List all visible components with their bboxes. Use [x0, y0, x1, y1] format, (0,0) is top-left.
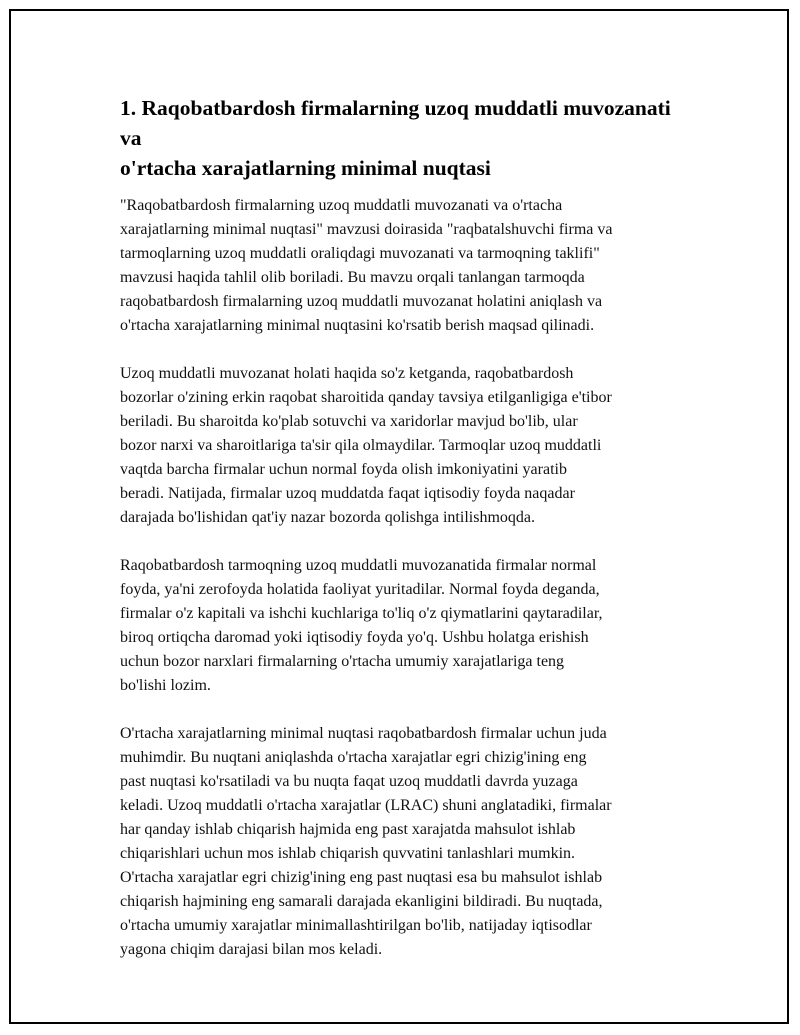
- paragraph-2: Uzoq muddatli muvozanat holati haqida so'z ketganda, raqobatbardosh bozorlar o'zining erkin raqobat sharoitida qanday tavsiya etilganligiga e'tibor beriladi. Bu sharoitda ko'plab sotuvchi va xaridorlar mavjud bo'lib, ular bozor narxi va sharoitlariga ta'sir qila olmaydilar. Tarmoqlar uzoq muddatli vaqtda barcha firmalar uchun normal foyda olish imkoniyatini yaratib beradi. Natijada, firmalar uzoq muddatda faqat iqtisodiy foyda naqadar darajada bo'lishidan qat'iy nazar bozorda qolishga intilishmoqda.: [120, 365, 612, 526]
- document-body: [120, 93, 695, 986]
- paragraph-1: "Raqobatbardosh firmalarning uzoq muddatli muvozanati va o'rtacha xarajatlarning minimal nuqtasi" mavzusi doirasida "raqbatalshuvchi firma va tarmoqlarning uzoq muddatli oraliqdagi muvozanati va tarmoqning taklifi" mavzusi haqida tahlil olib boriladi. Bu mavzu orqali tanlangan tarmoqda raqobatbardosh firmalarning uzoq muddatli muvozanat holatini aniqlash va o'rtacha xarajatlarning minimal nuqtasini ko'rsatib berish maqsad qilinadi.: [120, 197, 613, 334]
- paragraph-3: Raqobatbardosh tarmoqning uzoq muddatli muvozanatida firmalar normal foyda, ya'ni zerofoyda holatida faoliyat yuritadilar. Normal foyda deganda, firmalar o'z kapitali va ishchi kuchlariga to'liq o'z qiymatlarini qaytaradilar, biroq ortiqcha daromad yoki iqtisodiy foyda yo'q. Ushbu holatga erishish uchun bozor narxlari firmalarning o'rtacha umumiy xarajatlariga teng bo'lishi lozim.: [120, 557, 603, 694]
- page-frame: [9, 9, 789, 1024]
- paragraph-4: O'rtacha xarajatlarning minimal nuqtasi raqobatbardosh firmalar uchun juda muhimdir. Bu nuqtani aniqlashda o'rtacha xarajatlar egri chizig'ining eng past nuqtasi ko'rsatiladi va bu nuqta faqat uzoq muddatli davrda yuzaga keladi. Uzoq muddatli o'rtacha xarajatlar (LRAC) shuni anglatadiki, firmalar har qanday ishlab chiqarish hajmida eng past xarajatda mahsulot ishlab chiqarishlari uchun mos ishlab chiqarish quvvatini tanlashlari mumkin. O'rtacha xarajatlar egri chizig'ining eng past nuqtasi esa bu mahsulot ishlab chiqarish hajmining eng samarali darajada ekanligini bildiradi. Bu nuqtada, o'rtacha umumiy xarajatlar minimallashtirilgan bo'lib, natijaday iqtisodlar yagona chiqim darajasi bilan mos keladi.: [120, 725, 612, 958]
- document-title: 1. Raqobatbardosh firmalarning uzoq muddatli muvozanati va o'rtacha xarajatlarning minimal nuqtasi: [120, 96, 671, 180]
